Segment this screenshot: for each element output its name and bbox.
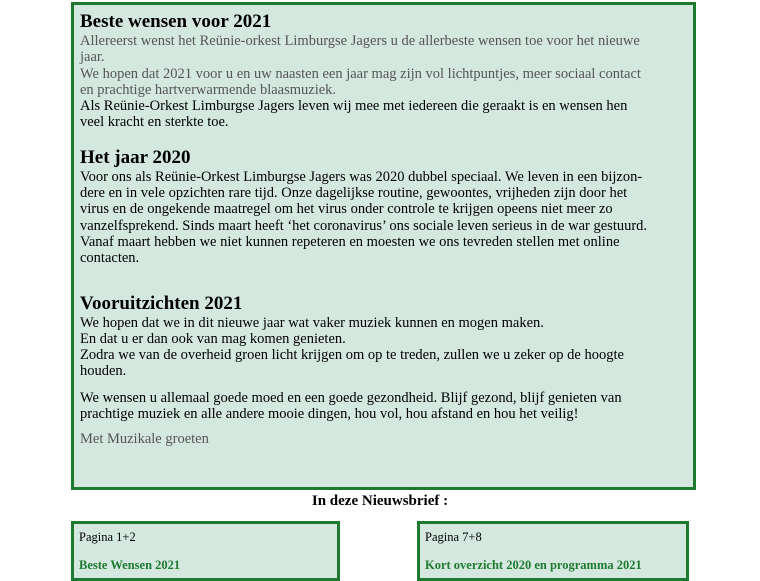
paragraph-line: Zodra we van de overheid groen licht krijgen om op te treden, zullen we u zeker op de hoogte (80, 347, 624, 364)
section-title-outlook: Vooruitzichten 2021 (80, 292, 243, 314)
section-title-2020: Het jaar 2020 (80, 146, 191, 168)
toc-item-link[interactable]: Beste Wensen 2021 (79, 558, 181, 572)
paragraph-line: En dat u er dan ook van mag komen genieten. (80, 330, 346, 347)
paragraph-line: vanzelfsprekend. Sinds maart heeft ‘het coronavirus’ ons sociale leven serieus in de war gestuurd. (80, 217, 648, 234)
closing-line: prachtige muziek en alle andere mooie dingen, hou vol, hou afstand en hou het veilig! (80, 406, 579, 423)
paragraph-line: contacten. (80, 250, 140, 267)
toc-pages: Pagina 7+8 (425, 530, 482, 544)
toc-heading: In deze Nieuwsbrief : (311, 493, 449, 509)
paragraph-line: Vanaf maart hebben we niet kunnen repeteren en moesten we ons tevreden stellen met online (80, 233, 620, 250)
closing-line: We wensen u allemaal goede moed en een goede gezondheid. Blijf gezond, blijf genieten van (80, 389, 622, 406)
paragraph-line: Voor ons als Reünie-Orkest Limburgse Jagers was 2020 dubbel speciaal. We leven in een bijzon- (80, 168, 643, 185)
paragraph-line: Allereerst wenst het Reünie-orkest Limburgse Jagers u de allerbeste wensen toe voor het nieuwe (80, 33, 640, 49)
section-title-wishes: Beste wensen voor 2021 (80, 11, 272, 32)
paragraph-line: virus en de ongekende maatregel om het virus onder controle te krijgen opeens niet meer zo (80, 201, 613, 218)
paragraph-line: We hopen dat we in dit nieuwe jaar wat vaker muziek kunnen en mogen maken. (80, 314, 544, 331)
paragraph-line: houden. (80, 363, 127, 380)
toc-box-left (71, 521, 340, 581)
toc-pages: Pagina 1+2 (79, 530, 136, 544)
signoff-text: Met Muzikale groeten (80, 431, 209, 448)
newsletter-main-box (71, 2, 696, 490)
paragraph-line: Als Reünie-Orkest Limburgse Jagers leven wij mee met iedereen die geraakt is en wensen hen (80, 98, 628, 115)
paragraph-line: veel kracht en sterkte toe. (80, 114, 229, 131)
toc-box-right (417, 521, 689, 581)
paragraph-line: We hopen dat 2021 voor u en uw naasten een jaar mag zijn vol lichtpuntjes, meer sociaal contact (80, 65, 641, 82)
paragraph-line: en prachtige hartverwarmende blaasmuziek. (80, 81, 337, 98)
paragraph-line: jaar. (80, 49, 105, 66)
paragraph-line: dere en in vele opzichten rare tijd. Onze dagelijkse routine, gewoontes, vrijheden zijn door het (80, 185, 628, 202)
toc-item-link[interactable]: Kort overzicht 2020 en programma 2021 (425, 558, 642, 572)
